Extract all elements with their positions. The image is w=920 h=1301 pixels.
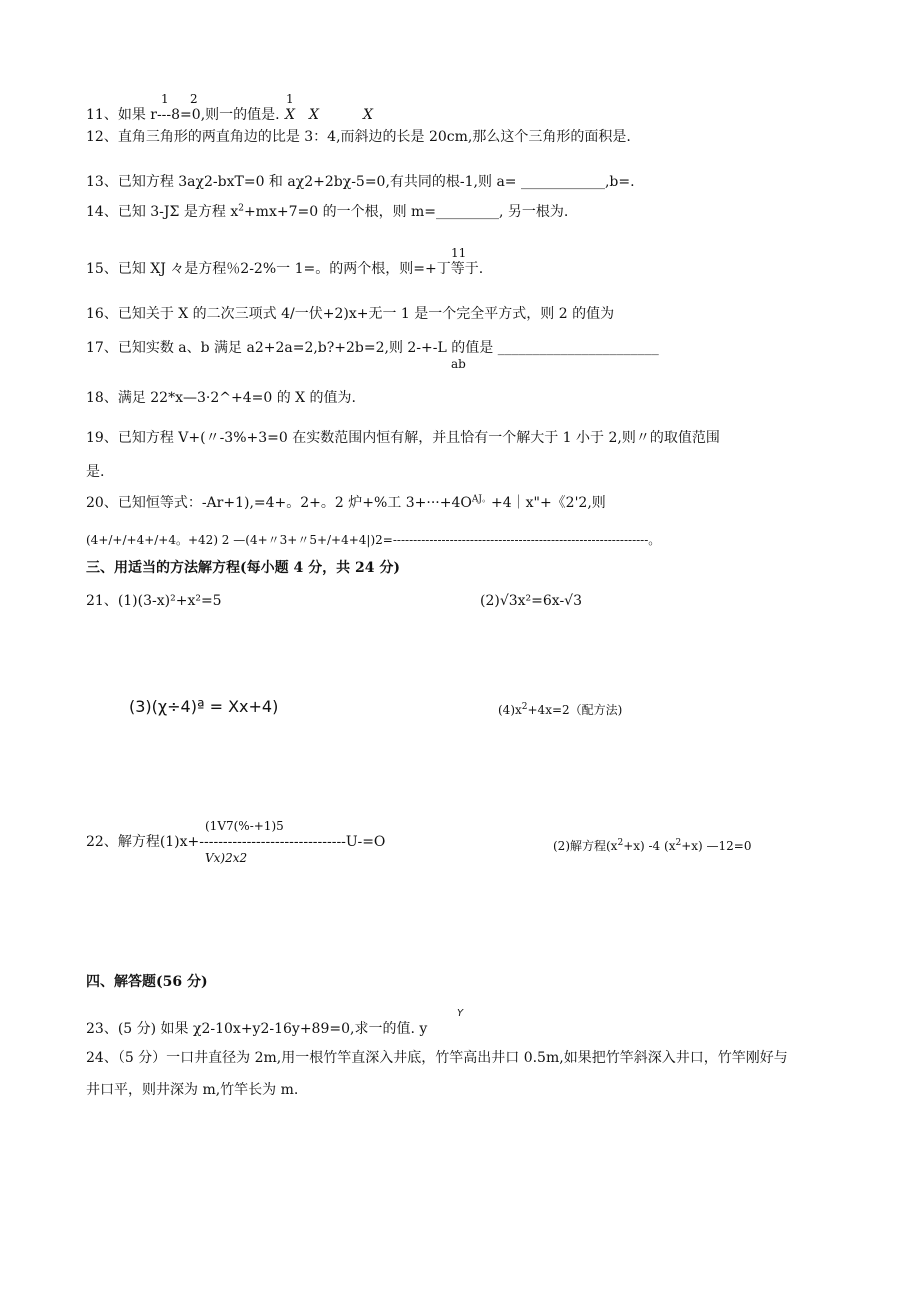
- q23-text: 23、(5 分) 如果 χ2-10x+y2-16y+89=0,求一的值. y: [86, 1021, 428, 1037]
- q22-p2-pre: (2)解方程(x: [553, 839, 618, 853]
- q12-text: 12、直角三角形的两直角边的比是 3：4,而斜边的长是 20cm,那么这个三角形的面积是.: [86, 129, 631, 145]
- q22-p2-sup1: 2: [617, 838, 624, 848]
- q17-text: 17、已知实数 a、b 满足 a2+2a=2,b?+2b=2,则 2-+-L 的值是 _______________________: [86, 340, 659, 356]
- q22-p2-post: +x) —12=0: [681, 839, 752, 853]
- q11-var-3: X: [363, 107, 373, 123]
- section3-title: 三、用适当的方法解方程(每小题 4 分，共 24 分): [86, 560, 400, 576]
- q22-frac-den: Vx)2x2: [205, 851, 248, 865]
- q21-part4: [498, 702, 622, 718]
- q13-text: 13、已知方程 3aχ2-bxT=0 和 aχ2+2bχ-5=0,有共同的根-1,则 a= ____________,b=.: [86, 174, 635, 190]
- q16-text: 16、已知关于 X 的二次三项式 4/一伏+2)x+无一 1 是一个完全平方式，则 2 的值为: [86, 306, 615, 322]
- q17-frac-den: ab: [451, 357, 466, 371]
- q11-text: 11、如果 r---8=0,则一的值是.: [86, 107, 280, 123]
- q11-var-2: X: [309, 107, 319, 123]
- q22-p2-mid: +x) -4 (x: [623, 839, 676, 853]
- q24-line1: 24、（5 分）一口井直径为 2m,用一根竹竿直深入井底，竹竿高出井口 0.5m,如果把竹竿斜深入井口，竹竿刚好与: [86, 1050, 788, 1066]
- q15-frac-num: 11: [451, 246, 467, 260]
- q22-part1: 22、解方程(1)x+-------------------------------U-=O: [86, 834, 386, 850]
- q19-line1: 19、已知方程 V+(〃-3%+3=0 在实数范围内恒有解，并且恰有一个解大于 1 小于 2,则〃的取值范围: [86, 430, 720, 446]
- q21-part2: (2)√3x²=6x-√3: [480, 593, 583, 609]
- q15-text: 15、已知 XJ 々是方程％2-2%一 1=。的两个根，则=+丁等于.: [86, 261, 484, 277]
- q11-frac-num-1: 1: [161, 92, 169, 106]
- q20-pre: 20、已知恒等式：-Ar+1),=4+。2+。2 炉+%工 3+···+4O: [86, 495, 472, 511]
- q20-line2: (4+/+/+4+/+4。+42) 2 —(4+〃3+〃5+/+4+4|)2=---------------------------------------------------------------。: [86, 533, 661, 547]
- q11-frac-num-2: 2: [190, 92, 198, 106]
- q22-p2-sup2: 2: [675, 838, 682, 848]
- q14-text: [86, 204, 568, 220]
- q24-line2: 井口平，则井深为 m,竹竿长为 m.: [86, 1082, 299, 1098]
- q21-part3: (3)(χ÷4)ª = Xx+4): [129, 697, 279, 716]
- q20-line1: [86, 495, 606, 511]
- section4-title: 四、解答题(56 分): [86, 974, 208, 990]
- q21-p4-pre: (4)x: [498, 703, 522, 717]
- q22-frac-num: (1V7(%-+1)5: [205, 819, 284, 833]
- q19-line2: 是.: [86, 464, 105, 480]
- q21-p4-sup: 2: [521, 702, 528, 712]
- q20-sup: AJ。: [471, 494, 491, 505]
- q20-post: +4｜x"+《2'2,则: [490, 495, 606, 511]
- q21-part1: 21、(1)(3-x)²+x²=5: [86, 593, 222, 609]
- q18-text: 18、满足 22*x—3·2^+4=0 的 X 的值为.: [86, 390, 357, 406]
- q14-sup: 2: [238, 203, 244, 214]
- q11-var-1: X: [285, 107, 295, 123]
- q14-post: +mx+7=0 的一个根，则 m=_________, 另一根为.: [243, 204, 569, 220]
- q21-p4-post: +4x=2（配方法): [527, 703, 623, 717]
- q11-frac-num-3: 1: [286, 92, 294, 106]
- q22-part2: [553, 838, 751, 854]
- q23-mark: Y: [457, 1008, 464, 1019]
- q14-pre: 14、已知 3-JΣ 是方程 x: [86, 204, 239, 220]
